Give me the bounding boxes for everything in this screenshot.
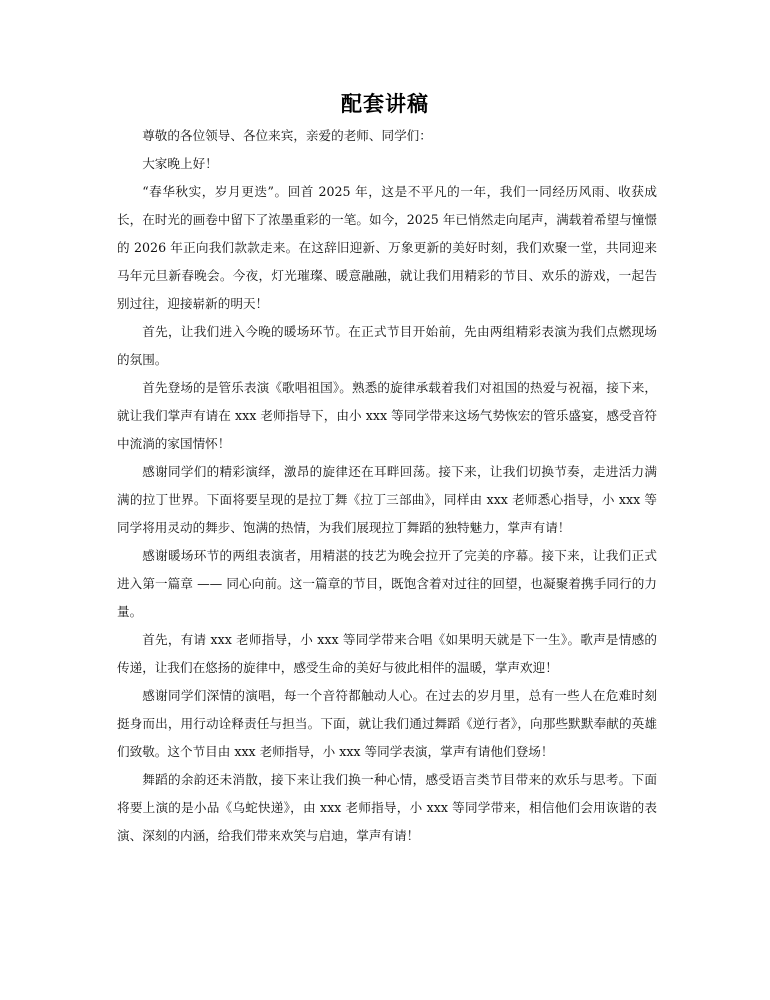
- paragraph-dance-heroes: 感谢同学们深情的演唱，每一个音符都触动人心。在过去的岁月里，总有一些人在危难时刻挺身而出，用行动诠释责任与担当。下面，就让我们通过舞蹈《逆行者》，向那些默默奉献的英雄们致敬。这个节目由 xxx 老师指导，小 xxx 等同学表演，掌声有请他们登场！: [117, 688, 657, 759]
- paragraph-opening: “春华秋实，岁月更迭”。回首 2025 年，这是不平凡的一年，我们一同经历风雨、收获成长，在时光的画卷中留下了浓墨重彩的一笔。如今，2025 年已悄然走向尾声，满载着希望与憧憬的 2026 年正向我们款款走来。在这辞旧迎新、万象更新的美好时刻，我们欢聚一堂，共同迎来马年元旦新春晚会。今夜，灯光璀璨、暖意融融，就让我们用精彩的节目、欢乐的游戏，一起告别过往，迎接崭新的明天！: [117, 184, 657, 311]
- paragraph-greeting-evening: 大家晚上好！: [142, 156, 218, 171]
- document-body: [117, 122, 657, 850]
- paragraph-warmup-intro: 首先，让我们进入今晚的暖场环节。在正式节目开始前，先由两组精彩表演为我们点燃现场的氛围。: [117, 324, 657, 367]
- paragraph-greeting-audience: 尊敬的各位领导、各位来宾，亲爱的老师、同学们：: [142, 128, 432, 143]
- paragraph-chapter-one: 感谢暖场环节的两组表演者，用精湛的技艺为晚会拉开了完美的序幕。接下来，让我们正式进入第一篇章 —— 同心向前。这一篇章的节目，既饱含着对过往的回望，也凝聚着携手同行的力量。: [117, 548, 657, 619]
- paragraph-chorus: 首先，有请 xxx 老师指导，小 xxx 等同学带来合唱《如果明天就是下一生》。歌声是情感的传递，让我们在悠扬的旋律中，感受生命的美好与彼此相伴的温暖，掌声欢迎！: [117, 632, 657, 675]
- paragraph-sketch: 舞蹈的余韵还未消散，接下来让我们换一种心情，感受语言类节目带来的欢乐与思考。下面将要上演的是小品《乌蛇快递》，由 xxx 老师指导，小 xxx 等同学带来，相信他们会用诙谐的表演、深刻的内涵，给我们带来欢笑与启迪，掌声有请！: [117, 772, 657, 843]
- paragraph-wind-music: 首先登场的是管乐表演《歌唱祖国》。熟悉的旋律承载着我们对祖国的热爱与祝福，接下来，就让我们掌声有请在 xxx 老师指导下，由小 xxx 等同学带来这场气势恢宏的管乐盛宴，感受音符中流淌的家国情怀！: [117, 380, 657, 451]
- document-title: 配套讲稿: [341, 91, 429, 116]
- paragraph-latin-dance: 感谢同学们的精彩演绎，激昂的旋律还在耳畔回荡。接下来，让我们切换节奏，走进活力满满的拉丁世界。下面将要呈现的是拉丁舞《拉丁三部曲》，同样由 xxx 老师悉心指导，小 xxx 等同学将用灵动的舞步、饱满的热情，为我们展现拉丁舞蹈的独特魅力，掌声有请！: [117, 464, 657, 535]
